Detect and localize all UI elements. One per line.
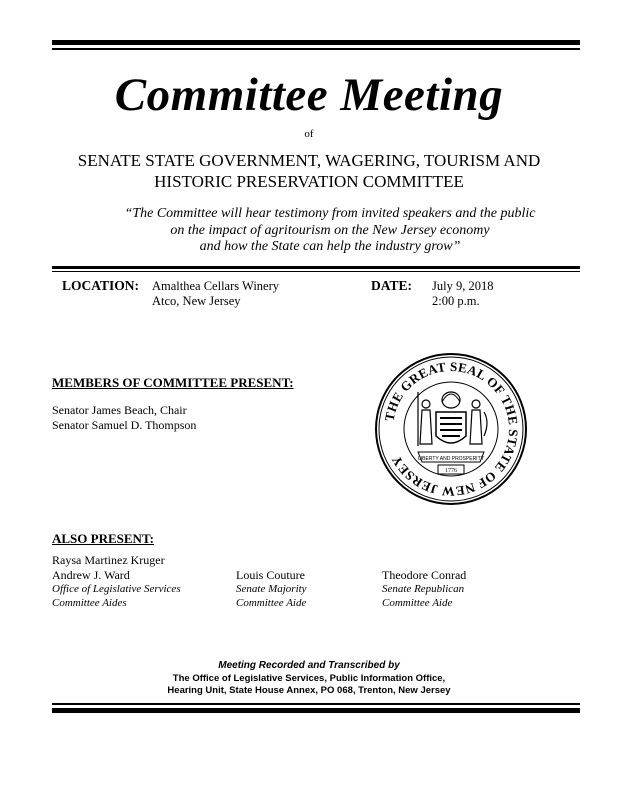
date-label: DATE: — [371, 278, 413, 293]
member-name: Senator James Beach, Chair — [52, 403, 187, 417]
aide-office: Senate Republican — [382, 583, 465, 595]
seal-outer-text: THE GREAT SEAL OF THE STATE OF NEW JERSEY — [381, 358, 522, 500]
mid-rule-thin — [52, 271, 580, 272]
seal-banner-text: LIBERTY AND PROSPERITY — [418, 456, 484, 462]
aide-office: Office of Legislative Services — [52, 583, 181, 595]
location-line2: Atco, New Jersey — [152, 294, 241, 308]
location-line1: Amalthea Cellars Winery — [152, 279, 280, 293]
committee-name-line2: HISTORIC PRESERVATION COMMITTEE — [154, 172, 464, 191]
quote-line2: on the impact of agritourism on the New Jersey economy — [170, 222, 490, 238]
aide-office: Senate Majority — [236, 583, 307, 595]
footer-line3: Hearing Unit, State House Annex, PO 068, Trenton, New Jersey — [167, 685, 451, 696]
meeting-purpose-quote — [90, 206, 570, 256]
aide-role: Committee Aide — [236, 597, 307, 609]
bottom-rule-thin — [52, 703, 580, 705]
aide-name: Theodore Conrad — [382, 567, 467, 582]
members-heading: MEMBERS OF COMMITTEE PRESENT: — [52, 375, 294, 390]
state-seal — [374, 352, 528, 506]
also-present-heading: ALSO PRESENT: — [52, 531, 154, 546]
bottom-rule-thick — [52, 708, 580, 713]
members-list — [52, 403, 196, 432]
aide-role: Committee Aide — [382, 597, 453, 609]
committee-name — [0, 150, 618, 192]
top-rule-thick — [52, 40, 580, 45]
transcription-credit — [0, 660, 618, 698]
also-present-col3 — [382, 568, 466, 611]
seal-year: 1776 — [445, 468, 457, 474]
location-value — [152, 279, 279, 309]
aide-name: Louis Couture — [236, 567, 305, 582]
top-rule-thin — [52, 48, 580, 50]
document-title: Committee Meeting — [114, 69, 504, 121]
location-label: LOCATION: — [62, 278, 140, 293]
also-present-col2 — [236, 568, 307, 611]
date-line2: 2:00 p.m. — [432, 294, 480, 308]
aide-name: Andrew J. Ward — [52, 567, 130, 582]
footer-line1: Meeting Recorded and Transcribed by — [218, 660, 400, 671]
footer-line2: The Office of Legislative Services, Public Information Office, — [172, 672, 446, 684]
seal-graphic — [374, 352, 528, 506]
date-line1: July 9, 2018 — [432, 279, 494, 293]
committee-name-line1: SENATE STATE GOVERNMENT, WAGERING, TOURISM AND — [77, 151, 541, 170]
mid-rule-thick — [52, 266, 580, 269]
aide-role: Committee Aides — [52, 597, 127, 609]
of-label: of — [304, 128, 314, 140]
quote-line1: “The Committee will hear testimony from invited speakers and the public — [124, 206, 536, 221]
aide-name: Raysa Martinez Kruger — [52, 553, 165, 567]
member-name: Senator Samuel D. Thompson — [52, 417, 197, 432]
also-present-col1 — [52, 553, 181, 610]
quote-line3: and how the State can help the industry grow” — [199, 239, 461, 254]
date-value — [432, 279, 493, 309]
